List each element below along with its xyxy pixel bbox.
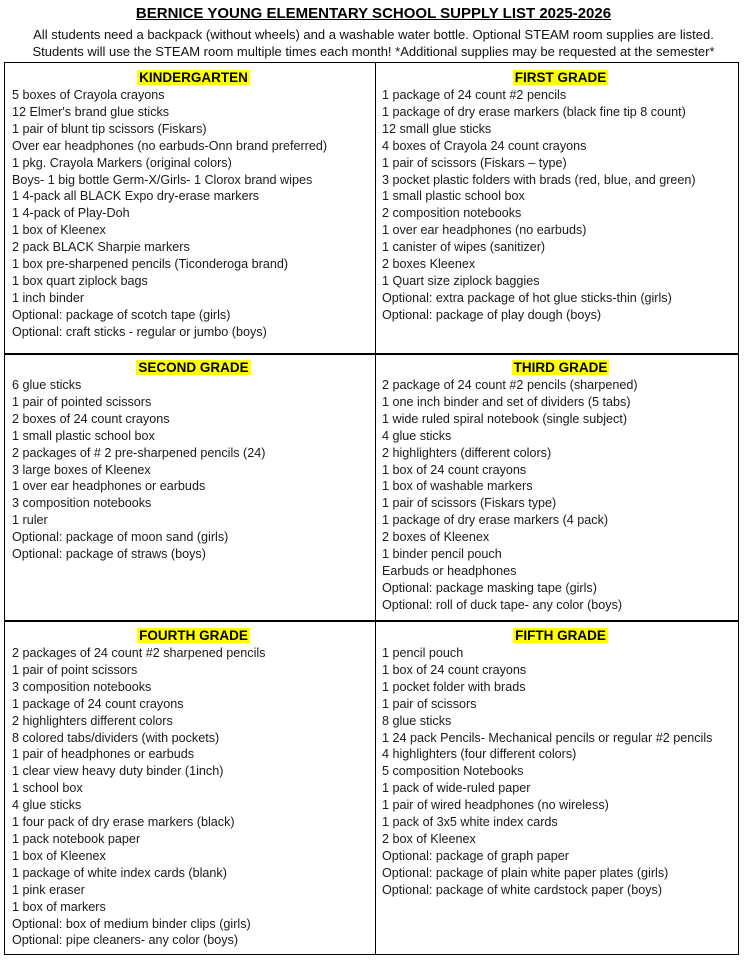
item-text: 1 pair of scissors [382, 696, 477, 711]
list-item [12, 713, 375, 730]
fifth-grade-section [376, 627, 739, 899]
second-grade-section [5, 359, 375, 563]
item-text: 1 over ear headphones (no earbuds) [382, 223, 587, 238]
item-text: 1 box quart ziplock bags [12, 273, 148, 288]
item-text: 5 composition Notebooks [382, 764, 524, 779]
list-item [382, 882, 739, 899]
supply-list [12, 87, 375, 341]
list-item [382, 155, 739, 172]
list-item [382, 222, 739, 239]
item-text: 3 pocket plastic folders with brads (red, blue, and green) [382, 172, 696, 187]
item-text: Optional: box of medium binder clips (girls) [12, 916, 251, 931]
list-item [382, 848, 739, 865]
item-text: Optional: package of plain white paper plates (girls) [382, 865, 669, 880]
list-item [382, 445, 739, 462]
list-item [12, 865, 375, 882]
item-text: 1 pair of wired headphones (no wireless) [382, 798, 609, 813]
item-text: 1 pack notebook paper [12, 831, 141, 846]
list-item [382, 121, 739, 138]
item-text: 1 package of 24 count crayons [12, 696, 184, 711]
section-heading: FOURTH GRADE [139, 628, 248, 643]
list-item [382, 377, 739, 394]
list-item [382, 746, 739, 763]
item-text: 1 4-pack all BLACK Expo dry-erase markers [12, 189, 260, 204]
list-item [12, 222, 375, 239]
item-text: 2 box of Kleenex [382, 831, 476, 846]
item-text: 1 school box [12, 781, 83, 796]
item-text: 1 pkg. Crayola Markers (original colors) [12, 155, 232, 170]
item-text: 1 small plastic school box [382, 189, 525, 204]
list-item [382, 290, 739, 307]
item-text: 1 pair of pointed scissors [12, 394, 152, 409]
list-item [382, 763, 739, 780]
item-text: 2 pack BLACK Sharpie markers [12, 240, 190, 255]
list-item [12, 916, 375, 933]
item-text: 1 package of dry erase markers (black fine tip 8 count) [382, 104, 686, 119]
item-text: 1 clear view heavy duty binder (1inch) [12, 764, 224, 779]
list-item [382, 138, 739, 155]
list-item [382, 104, 739, 121]
list-item [12, 899, 375, 916]
list-item [382, 546, 739, 563]
item-text: 1 24 pack Pencils- Mechanical pencils or regular #2 pencils [382, 730, 713, 745]
list-item [12, 645, 375, 662]
row-divider [5, 353, 738, 355]
intro-line-2: Students will use the STEAM room multiple times each month! *Additional supplies may be requested at the semester* [32, 44, 715, 59]
item-text: 1 pack of wide-ruled paper [382, 781, 531, 796]
list-item [12, 324, 375, 341]
kindergarten-section [5, 69, 375, 341]
item-text: 1 package of 24 count #2 pencils [382, 88, 567, 102]
supply-list [382, 87, 739, 324]
list-item [12, 155, 375, 172]
supply-list [12, 645, 375, 949]
item-text: 1 box of Kleenex [12, 223, 106, 238]
item-text: 1 box pre-sharpened pencils (Ticonderoga brand) [12, 257, 289, 272]
list-item [12, 273, 375, 290]
list-item [12, 428, 375, 445]
list-item [12, 104, 375, 121]
item-text: 2 boxes of 24 count crayons [12, 411, 170, 426]
list-item [382, 205, 739, 222]
list-item [382, 462, 739, 479]
list-item [12, 932, 375, 949]
item-text: 2 highlighters (different colors) [382, 445, 552, 460]
item-text: 2 highlighters different colors [12, 713, 173, 728]
list-item [382, 865, 739, 882]
list-item [12, 797, 375, 814]
item-text: 2 boxes Kleenex [382, 257, 476, 272]
item-text: 6 glue sticks [12, 378, 82, 392]
list-item [12, 87, 375, 104]
list-item [12, 746, 375, 763]
intro-line-1: All students need a backpack (without wheels) and a washable water bottle. Optional STEAM room supplies are listed. [33, 27, 714, 42]
first-grade-section [376, 69, 739, 324]
item-text: 1 box of Kleenex [12, 848, 106, 863]
list-item [12, 307, 375, 324]
list-item [12, 377, 375, 394]
supply-list [382, 377, 739, 614]
item-text: 1 pocket folder with brads [382, 679, 526, 694]
item-text: Boys- 1 big bottle Germ-X/Girls- 1 Clorox brand wipes [12, 172, 313, 187]
item-text: 1 4-pack of Play-Doh [12, 206, 130, 221]
list-item [12, 696, 375, 713]
item-text: 3 composition notebooks [12, 496, 152, 511]
section-heading: FIRST GRADE [514, 70, 607, 85]
list-item [382, 529, 739, 546]
list-item [382, 172, 739, 189]
item-text: 4 highlighters (four different colors) [382, 747, 577, 762]
item-text: 2 boxes of Kleenex [382, 530, 490, 545]
item-text: 12 Elmer's brand glue sticks [12, 104, 170, 119]
item-text: Optional: package of straws (boys) [12, 547, 206, 562]
list-item [12, 848, 375, 865]
item-text: 3 large boxes of Kleenex [12, 462, 151, 477]
supply-table [4, 62, 739, 955]
list-item [12, 730, 375, 747]
item-text: 4 glue sticks [12, 798, 82, 813]
item-text: Over ear headphones (no earbuds-Onn brand preferred) [12, 138, 328, 153]
supply-list [382, 645, 739, 899]
item-text: 1 pair of scissors (Fiskars – type) [382, 155, 567, 170]
supply-list [12, 377, 375, 563]
item-text: 1 binder pencil pouch [382, 547, 502, 562]
list-item [12, 411, 375, 428]
list-item [12, 679, 375, 696]
item-text: 1 box of 24 count crayons [382, 462, 527, 477]
list-item [382, 478, 739, 495]
list-item [12, 121, 375, 138]
list-item [382, 428, 739, 445]
list-item [382, 394, 739, 411]
list-item [382, 512, 739, 529]
item-text: 12 small glue sticks [382, 121, 492, 136]
list-item [382, 188, 739, 205]
list-item [12, 138, 375, 155]
item-text: 1 pair of scissors (Fiskars type) [382, 496, 557, 511]
list-item [12, 546, 375, 563]
list-item [382, 307, 739, 324]
list-item [382, 730, 739, 747]
list-item [382, 780, 739, 797]
row-divider [5, 620, 738, 622]
item-text: Optional: package of moon sand (girls) [12, 530, 229, 545]
list-item [382, 679, 739, 696]
list-item [12, 814, 375, 831]
list-item [12, 239, 375, 256]
item-text: 1 pair of blunt tip scissors (Fiskars) [12, 121, 207, 136]
item-text: Optional: package of white cardstock paper (boys) [382, 882, 663, 897]
list-item [382, 713, 739, 730]
list-item [12, 512, 375, 529]
list-item [382, 645, 739, 662]
item-text: 8 colored tabs/dividers (with pockets) [12, 730, 220, 745]
item-text: 1 over ear headphones or earbuds [12, 479, 206, 494]
item-text: 2 composition notebooks [382, 206, 522, 221]
list-item [382, 831, 739, 848]
item-text: 1 pink eraser [12, 882, 85, 897]
item-text: Optional: craft sticks - regular or jumbo (boys) [12, 324, 267, 339]
item-text: Optional: package masking tape (girls) [382, 580, 597, 595]
list-item [382, 580, 739, 597]
item-text: Optional: package of scotch tape (girls) [12, 307, 231, 322]
third-grade-section [376, 359, 739, 614]
list-item [12, 780, 375, 797]
list-item [382, 797, 739, 814]
item-text: 8 glue sticks [382, 713, 452, 728]
item-text: 1 canister of wipes (sanitizer) [382, 240, 546, 255]
item-text: 1 package of white index cards (blank) [12, 865, 227, 880]
list-item [12, 495, 375, 512]
list-item [382, 239, 739, 256]
list-item [382, 411, 739, 428]
list-item [12, 256, 375, 273]
item-text: 2 packages of 24 count #2 sharpened pencils [12, 646, 266, 660]
list-item [12, 529, 375, 546]
list-item [382, 256, 739, 273]
item-text: 1 Quart size ziplock baggies [382, 273, 540, 288]
item-text: Optional: package of play dough (boys) [382, 307, 602, 322]
list-item [382, 495, 739, 512]
item-text: 1 ruler [12, 513, 48, 528]
list-item [12, 478, 375, 495]
item-text: 1 four pack of dry erase markers (black) [12, 815, 235, 830]
item-text: Optional: extra package of hot glue sticks-thin (girls) [382, 290, 672, 305]
item-text: 1 box of washable markers [382, 479, 533, 494]
list-item [382, 696, 739, 713]
item-text: 1 package of dry erase markers (4 pack) [382, 513, 609, 528]
item-text: 1 small plastic school box [12, 428, 155, 443]
item-text: 1 pack of 3x5 white index cards [382, 815, 558, 830]
page-title: BERNICE YOUNG ELEMENTARY SCHOOL SUPPLY LIST 2025-2026 [135, 5, 612, 22]
item-text: 1 pair of headphones or earbuds [12, 747, 195, 762]
item-text: 1 box of 24 count crayons [382, 662, 527, 677]
list-item [12, 763, 375, 780]
item-text: 2 package of 24 count #2 pencils (sharpened) [382, 378, 638, 392]
item-text: 5 boxes of Crayola crayons [12, 88, 165, 102]
item-text: 4 boxes of Crayola 24 count crayons [382, 138, 587, 153]
list-item [382, 87, 739, 104]
section-heading: SECOND GRADE [138, 360, 249, 375]
list-item [12, 445, 375, 462]
item-text: 1 box of markers [12, 899, 106, 914]
list-item [12, 205, 375, 222]
item-text: 1 wide ruled spiral notebook (single subject) [382, 411, 628, 426]
list-item [382, 814, 739, 831]
item-text: 3 composition notebooks [12, 679, 152, 694]
item-text: Earbuds or headphones [382, 563, 517, 578]
list-item [382, 563, 739, 580]
item-text: 1 pencil pouch [382, 646, 464, 660]
item-text: 1 one inch binder and set of dividers (5 tabs) [382, 394, 631, 409]
section-heading: THIRD GRADE [513, 360, 608, 375]
list-item [12, 290, 375, 307]
item-text: 1 inch binder [12, 290, 85, 305]
item-text: 1 pair of point scissors [12, 662, 138, 677]
item-text: 2 packages of # 2 pre-sharpened pencils (24) [12, 445, 266, 460]
list-item [12, 662, 375, 679]
item-text: Optional: pipe cleaners- any color (boys) [12, 933, 239, 948]
list-item [12, 394, 375, 411]
list-item [12, 882, 375, 899]
list-item [12, 831, 375, 848]
list-item [12, 188, 375, 205]
list-item [382, 597, 739, 614]
fourth-grade-section [5, 627, 375, 949]
section-heading: FIFTH GRADE [515, 628, 606, 643]
item-text: Optional: roll of duck tape- any color (boys) [382, 597, 623, 612]
item-text: Optional: package of graph paper [382, 848, 569, 863]
list-item [382, 662, 739, 679]
list-item [12, 172, 375, 189]
list-item [12, 462, 375, 479]
list-item [382, 273, 739, 290]
item-text: 4 glue sticks [382, 428, 452, 443]
section-heading: KINDERGARTEN [139, 70, 248, 85]
